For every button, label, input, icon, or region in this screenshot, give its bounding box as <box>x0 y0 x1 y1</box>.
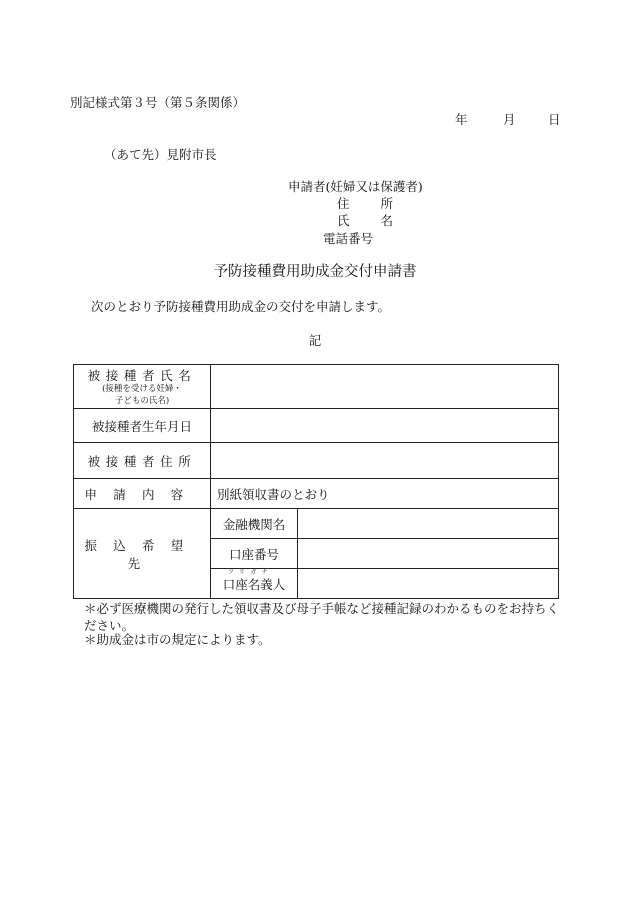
account-number-label: 口座番号 <box>211 539 298 569</box>
addressee: （あて先）見附市長 <box>104 147 217 162</box>
account-holder-label-wrap <box>222 568 286 593</box>
note-rules: ＊助成金は市の規定によります。 <box>84 632 271 647</box>
bank-label: 金融機関名 <box>211 509 298 539</box>
bank-field[interactable] <box>298 509 559 539</box>
account-holder-ruby: フリガナ <box>227 568 274 576</box>
date-day-label: 日 <box>548 112 561 127</box>
account-number-field[interactable] <box>298 539 559 569</box>
recipient-name-field[interactable] <box>211 365 559 409</box>
birthdate-label: 被接種者生年月日 <box>74 409 211 443</box>
account-holder-label: 口座名義人 <box>222 576 286 592</box>
date-year-label: 年 <box>455 112 468 127</box>
account-holder-field[interactable] <box>298 569 559 599</box>
table-row-content <box>74 479 559 509</box>
table-row-birthdate <box>74 409 559 443</box>
content-value: 別紙領収書のとおり <box>211 479 559 509</box>
content-label: 申請内容 <box>74 479 211 509</box>
birthdate-field[interactable] <box>211 409 559 443</box>
applicant-address-char-1: 住 <box>337 196 350 211</box>
table-row-address <box>74 443 559 479</box>
date-month-label: 月 <box>503 112 516 127</box>
applicant-title: 申請者(妊婦又は保護者) <box>288 179 423 194</box>
intro-text: 次のとおり予防接種費用助成金の交付を申請します。 <box>91 299 391 314</box>
table-row-recipient-name <box>74 365 559 409</box>
form-number: 別記様式第３号（第５条関係） <box>70 95 246 110</box>
transfer-label: 振込希望先 <box>74 509 211 599</box>
recipient-name-label-cell <box>74 365 211 409</box>
table-row-bank <box>74 509 559 539</box>
applicant-name-char-1: 氏 <box>337 213 350 228</box>
application-table <box>73 364 559 599</box>
account-holder-label-cell <box>211 569 298 599</box>
ki-mark: 記 <box>308 333 322 348</box>
applicant-address-char-2: 所 <box>380 196 393 211</box>
applicant-name-char-2: 名 <box>380 213 393 228</box>
recipient-name-sub2: 子どもの氏名) <box>114 395 170 406</box>
applicant-address-label <box>337 198 393 211</box>
recipient-name-label: 被接種者氏名 <box>87 368 197 384</box>
applicant-phone-label: 電話番号 <box>323 231 374 246</box>
recipient-name-sub1: (接種を受ける妊婦・ <box>102 384 182 395</box>
recipient-address-field[interactable] <box>211 443 559 479</box>
document-title: 予防接種費用助成金交付申請書 <box>213 264 417 280</box>
recipient-address-label: 被接種者住所 <box>74 443 211 479</box>
note-receipt: ＊必ず医療機関の発行した領収書及び母子手帳など接種記録のわかるものをお持ちください。 <box>84 601 560 633</box>
applicant-name-label <box>337 215 393 228</box>
